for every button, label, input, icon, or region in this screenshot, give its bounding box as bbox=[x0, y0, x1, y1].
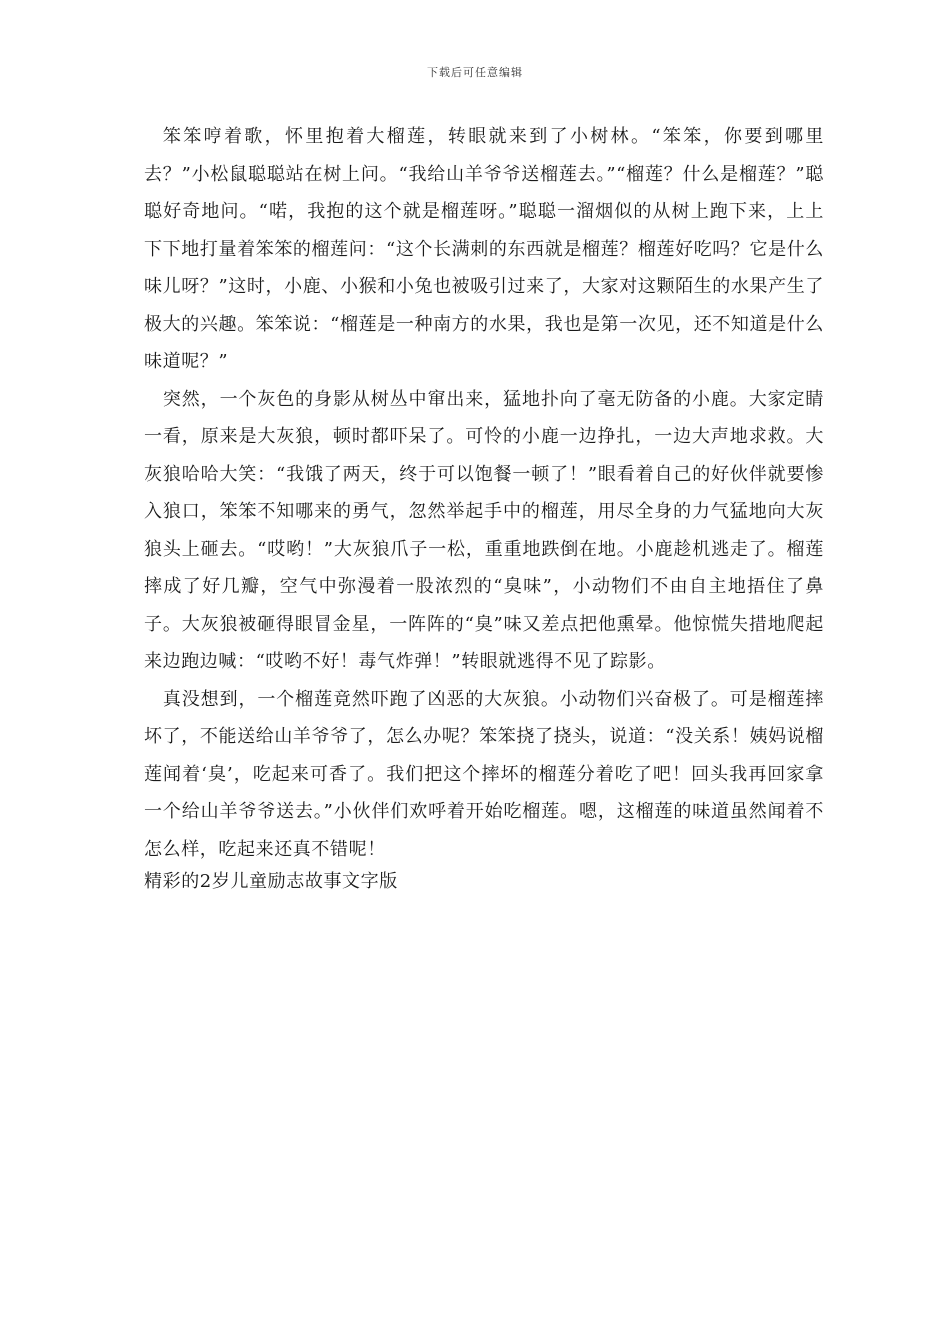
next-story-title: 精彩的2岁儿童励志故事文字版 bbox=[144, 871, 398, 892]
story-paragraph-2: 突然，一个灰色的身影从树丛中窜出来，猛地扑向了毫无防备的小鹿。大家定睛一看，原来是大灰狼，顿时都吓呆了。可怜的小鹿一边挣扎，一边大声地求救。大灰狼哈哈大笑：“我饿了两天，终于可以饱餐一顿了！”眼看着自己的好伙伴就要惨入狼口，笨笨不知哪来的勇气，忽然举起手中的榴莲，用尽全身的力气猛地向大灰狼头上砸去。“哎哟！”大灰狼爪子一松，重重地跌倒在地。小鹿趁机逃走了。榴莲摔成了好几瓣，空气中弥漫着一股浓烈的“臭味”，小动物们不由自主地捂住了鼻子。大灰狼被砸得眼冒金星，一阵阵的“臭”味又差点把他熏晕。他惊慌失措地爬起来边跑边喊：“哎哟不好！毒气炸弹！”转眼就逃得不见了踪影。 bbox=[144, 388, 824, 672]
page-header-note: 下载后可任意编辑 bbox=[427, 66, 523, 79]
story-paragraph-1: 笨笨哼着歌，怀里抱着大榴莲，转眼就来到了小树林。“笨笨，你要到哪里去？”小松鼠聪聪站在树上问。“我给山羊爷爷送榴莲去。”“榴莲？什么是榴莲？”聪聪好奇地问。“喏，我抱的这个就是榴莲呀。”聪聪一溜烟似的从树上跑下来，上上下下地打量着笨笨的榴莲问：“这个长满刺的东西就是榴莲？榴莲好吃吗？它是什么味儿呀？”这时，小鹿、小猴和小兔也被吸引过来了，大家对这颗陌生的水果产生了极大的兴趣。笨笨说：“榴莲是一种南方的水果，我也是第一次见，还不知道是什么味道呢？” bbox=[144, 126, 824, 372]
story-paragraph-3: 真没想到，一个榴莲竟然吓跑了凶恶的大灰狼。小动物们兴奋极了。可是榴莲摔坏了，不能送给山羊爷爷了，怎么办呢？笨笨挠了挠头，说道：“没关系！姨妈说榴莲闻着‘臭’，吃起来可香了。我们把这个摔坏的榴莲分着吃了吧！回头我再回家拿一个给山羊爷爷送去。”小伙伴们欢呼着开始吃榴莲。嗯，这榴莲的味道虽然闻着不怎么样，吃起来还真不错呢！ bbox=[144, 688, 824, 860]
story-body bbox=[144, 118, 824, 896]
